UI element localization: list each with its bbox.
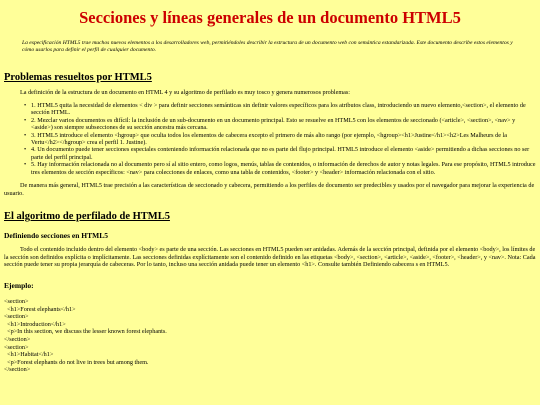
list-item: • 5. Hay información relacionada no al documento pero sí al sitio entero, como logos, menús, tablas de contenidos, o información de derechos de autor y notas legales. Para ese propósito, HTML5 introduce tres elementos de sección específicos: <nav> para colecciones de enlaces, como una tabla de contenidos, <footer> y <header> información relacionada con el sitio. — [24, 161, 536, 176]
bullet-icon: • — [24, 146, 27, 154]
bullet-icon: • — [24, 131, 27, 139]
example-label: Ejemplo: — [4, 281, 34, 291]
section-closing: De manera más general, HTML5 trae precisión a las características de seccionado y cabecera, permitiendo a los perfiles de documento ser predecibles y usados por el navegador para mejorar la experiencia de usuario. — [4, 182, 535, 197]
list-item: • 1. HTML5 quita la necesidad de elementos < div > para definir secciones semánticas sin definir valores específicos para los atributos class, introduciendo un nuevo elemento,<section>, el elemento de sección HTML. — [24, 102, 526, 117]
problems-list — [4, 102, 536, 176]
list-item: • 2. Mezclar varios documentos es difícil: la inclusión de un sub-documento en un documento principal. Esto se resuelve en HTML5 con los elementos de seccionado (<article>, <section>, <nav> y <aside>) son siempre subsecciones de su sección ancestra más cercana. — [24, 116, 516, 132]
section-lead: La definición de la estructura de un documento en HTML 4 y su algoritmo de perfilado es muy tosco y genera numerosos problemas: — [20, 89, 351, 97]
bullet-icon: • — [24, 102, 27, 109]
intro-paragraph: La especificación HTML5 trae muchos nuevos elementos a los desarrolladores web, permitiéndoles describir la estructura de un documento web con semántica estandarizada. Este documento describe estos elementos y cómo usarlos para definir el perfil de cualquier documento. — [22, 40, 513, 54]
page-title: Secciones y líneas generales de un documento HTML5 — [79, 8, 461, 27]
section-body: Todo el contenido incluido dentro del elemento <body> es parte de una sección. Las secciones en HTML5 pueden ser anidadas. Además de la sección principal, definida por el elemento <body>, los límites de la sección son definidos explícita o implícitamente. Las secciones definidas explícitamente son el contenido definido en las etiquetas <body>, <section>, <article>, <aside>, <footer>, <header>, y <nav>. Nota: Cada sección puede tener su propia jerarquía de cabeceras. Por lo tanto, incluso una sección anidada puede tener un elemento <h1>. Consulte también Definiendo cabecera s en HTML5. — [4, 246, 536, 269]
bullet-icon: • — [24, 161, 27, 169]
section-heading-problems: Problemas resueltos por HTML5 — [4, 72, 152, 84]
list-item: • 3. HTML5 introduce el elemento <hgroup> que oculta todos los elementos de cabecera excepto el primero de más alto rango (por ejemplo, <hgroup><h1>Justine</h1><h2>Les Malheurs de la Vertu</h2></hgroup> crea el perfil 1. Justine). — [24, 131, 507, 147]
section-heading-algorithm: El algoritmo de perfilado de HTML5 — [4, 211, 170, 223]
code-example: <section> <h1>Forest elephants</h1> <section> <h1>Introduction</h1> <p>In this section, we discuss the lesser known forest elephants. </section> <section> <h1>Habitat</h1> <p>Forest elephants do not live in trees but among them. </section> — [4, 298, 167, 374]
list-item: • 4. Un documento puede tener secciones especiales conteniendo información relacionada que no es parte del flujo principal. HTML5 introduce el elemento <aside> permitiendo a dichas secciones no ser parte del perfil principal. — [24, 146, 530, 161]
bullet-icon: • — [24, 116, 27, 124]
subheading-defining-sections: Definiendo secciones en HTML5 — [4, 231, 108, 241]
